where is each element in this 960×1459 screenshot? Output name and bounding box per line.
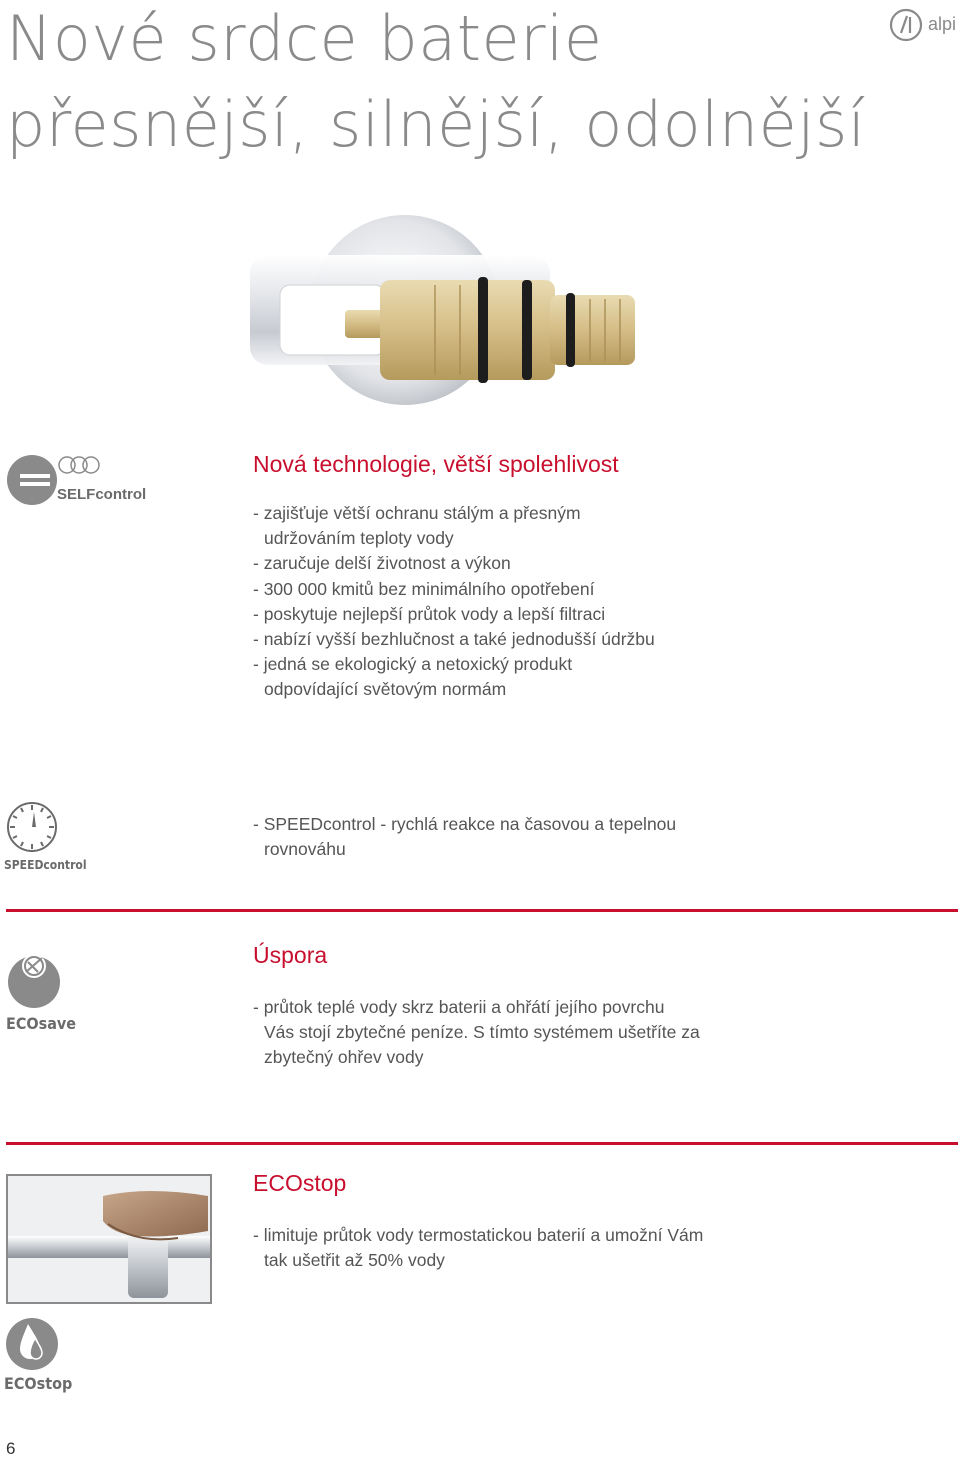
ecostop-heading: ECOstop xyxy=(253,1170,347,1196)
alpi-logo xyxy=(888,8,958,42)
list-item: - zaručuje delší životnost a výkon xyxy=(253,553,511,574)
speedcontrol-badge xyxy=(4,800,104,876)
list-item: - zajišťuje větší ochranu stálým a přesným xyxy=(253,503,581,523)
list-item: - nabízí vyšší bezhlučnost a také jednodušší údržbu xyxy=(253,629,655,650)
list-item: tak ušetřit až 50% vody xyxy=(264,1250,445,1271)
list-item: udržováním teploty vody xyxy=(264,528,454,549)
list-item: - jedná se ekologický a netoxický produkt xyxy=(253,654,573,675)
selfcontrol-list xyxy=(253,501,813,703)
cartridge-photo xyxy=(230,215,680,425)
list-item: - 300 000 kmitů bez minimálního opotřebení xyxy=(253,578,595,599)
brand-name: alpi xyxy=(928,14,957,34)
ecostop-label: ECOstop xyxy=(4,1374,73,1393)
page-title-line-1: Nové srdce baterie xyxy=(6,2,603,75)
ecostop-drop-icon xyxy=(4,1316,60,1372)
ecosave-badge xyxy=(6,950,96,1036)
speedcontrol-clock-icon xyxy=(4,800,60,856)
section-divider xyxy=(6,909,958,912)
ecosave-icon xyxy=(6,950,62,1008)
ecostop-list xyxy=(253,1223,813,1273)
selfcontrol-heading: Nová technologie, větší spolehlivost xyxy=(253,451,619,477)
selfcontrol-label: SELFcontrol xyxy=(57,486,147,503)
list-item: Vás stojí zbytečné peníze. S tímto systémem ušetříte za xyxy=(264,1022,700,1043)
list-item: rovnováhu xyxy=(264,839,346,860)
hand-on-thermostat-photo xyxy=(6,1174,212,1304)
ecosave-list xyxy=(253,995,813,1071)
speedcontrol-label: SPEEDcontrol xyxy=(4,858,87,872)
list-item: - SPEEDcontrol - rychlá reakce na časovou a tepelnou xyxy=(253,814,677,834)
speedcontrol-list xyxy=(253,812,813,862)
section-divider xyxy=(6,1142,958,1145)
list-item: - limituje průtok vody termostatickou baterií a umožní Vám xyxy=(253,1225,704,1245)
ecosave-label: ECOsave xyxy=(6,1014,77,1033)
ecostop-badge xyxy=(4,1316,94,1398)
ecosave-heading: Úspora xyxy=(253,942,328,968)
page-number: 6 xyxy=(6,1439,16,1458)
list-item: - poskytuje nejlepší průtok vody a lepší filtraci xyxy=(253,603,606,624)
page-title-line-2: přesnější, silnější, odolnější xyxy=(6,88,866,161)
list-item: odpovídající světovým normám xyxy=(264,679,507,700)
alpi-logo-icon xyxy=(888,8,928,42)
selfcontrol-badge xyxy=(4,452,147,508)
list-item: - průtok teplé vody skrz baterii a ohřátí jejího povrchu xyxy=(253,997,665,1017)
list-item: zbytečný ohřev vody xyxy=(264,1047,424,1068)
